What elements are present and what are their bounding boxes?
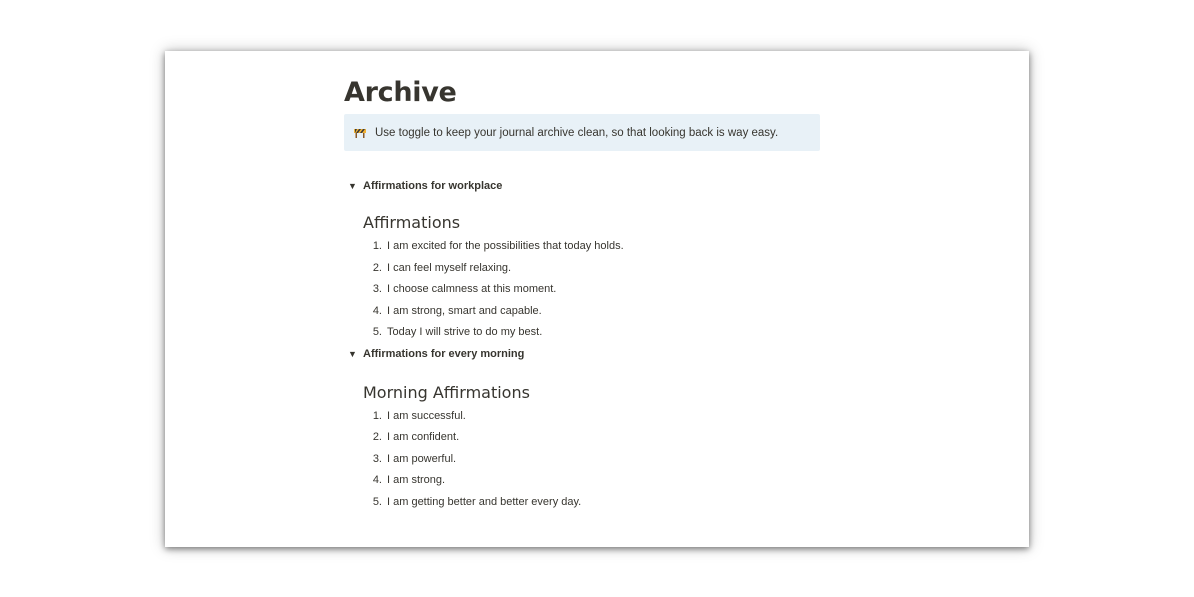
list-item: 1. I am excited for the possibilities that today holds. <box>372 240 624 252</box>
page-content <box>344 73 820 513</box>
toggle-body-workplace <box>344 210 820 344</box>
toggle-block-workplace <box>344 175 820 344</box>
page-title: Archive <box>344 77 457 108</box>
toggle-arrow-icon[interactable]: ▼ <box>348 349 357 359</box>
list-item: 3. I choose calmness at this moment. <box>372 283 557 295</box>
section-heading: Affirmations <box>363 213 461 232</box>
list-item: 1. I am successful. <box>372 409 466 422</box>
toggle-body-morning <box>344 380 820 514</box>
affirmation-list <box>363 406 820 514</box>
toggle-label: Affirmations for every morning <box>363 348 525 360</box>
callout-text: Use toggle to keep your journal archive clean, so that looking back is way easy. <box>375 126 779 139</box>
affirmation-list <box>363 236 820 344</box>
toggle-arrow-icon[interactable]: ▼ <box>348 180 357 191</box>
construction-barrier-icon <box>354 128 366 138</box>
list-item: 2. I can feel myself relaxing. <box>372 261 512 274</box>
toggle-header-morning[interactable] <box>344 344 820 365</box>
list-item: 4. I am strong. <box>372 474 446 486</box>
toggle-header-workplace[interactable] <box>344 175 820 196</box>
list-item: 3. I am powerful. <box>372 452 457 465</box>
list-item: 4. I am strong, smart and capable. <box>372 304 542 317</box>
list-item: 5. Today I will strive to do my best. <box>372 326 543 338</box>
callout-block <box>344 114 820 151</box>
page-window <box>165 51 1029 547</box>
section-heading: Morning Affirmations <box>363 382 530 402</box>
list-item: 5. I am getting better and better every day. <box>372 495 582 508</box>
list-item: 2. I am confident. <box>372 431 460 443</box>
toggle-label: Affirmations for workplace <box>363 179 503 192</box>
toggle-block-morning <box>344 344 820 514</box>
